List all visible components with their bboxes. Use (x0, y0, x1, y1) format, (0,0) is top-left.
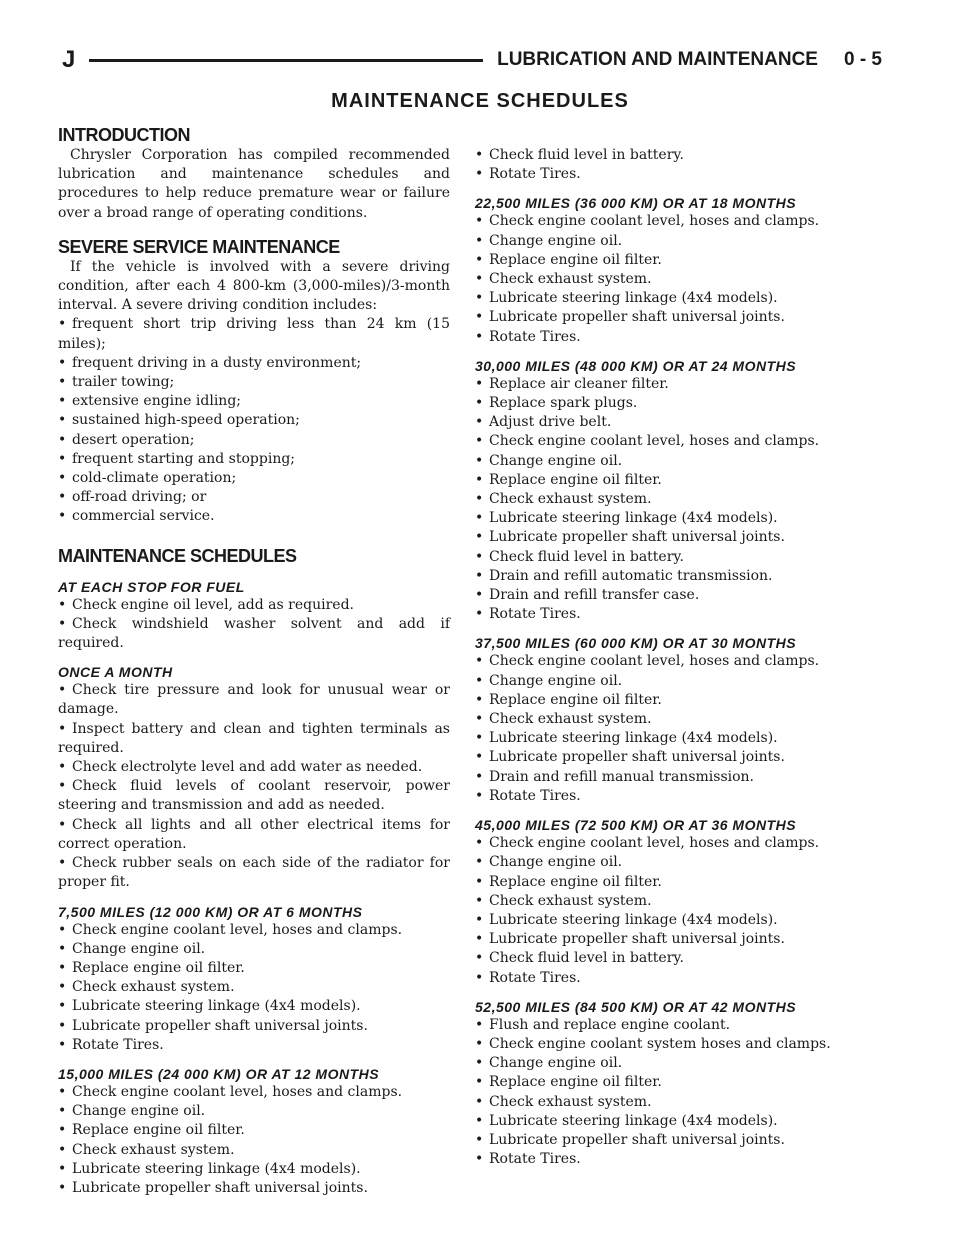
list-item-text: Inspect battery and clean and tighten terminals as required. (58, 720, 450, 756)
header-page-number: 0 - 5 (843, 49, 882, 70)
list-item-text: sustained high-speed operation; (72, 412, 300, 429)
list-item-text: Check engine coolant level, hoses and clamps. (489, 433, 820, 450)
list-item (475, 452, 867, 471)
bullet-icon: • (475, 309, 484, 326)
bullet-icon: • (475, 510, 484, 527)
list-item-text: off-road driving; or (72, 489, 207, 506)
list-item-text: Rotate Tires. (72, 1036, 164, 1053)
bullet-icon: • (475, 1112, 484, 1129)
bullet-icon: • (475, 730, 484, 747)
bullet-icon: • (58, 959, 67, 976)
list-item (475, 787, 867, 806)
schedule-7500-list (58, 921, 450, 1055)
list-item (58, 431, 450, 450)
bullet-icon: • (58, 720, 67, 737)
bullet-icon: • (58, 450, 67, 467)
list-item-text: Lubricate propeller shaft universal joints. (489, 529, 785, 546)
list-item (475, 251, 867, 270)
list-item-text: Change engine oil. (489, 452, 623, 469)
bullet-icon: • (58, 508, 67, 525)
schedule-37500-heading: 37,500 MILES (60 000 KM) OR AT 30 MONTHS (475, 635, 797, 652)
list-item-text: Lubricate propeller shaft universal joints. (72, 1017, 368, 1034)
list-item-text: Change engine oil. (489, 232, 623, 249)
schedule-37500-list (475, 652, 867, 806)
schedule-22500-list (475, 212, 867, 346)
list-item-text: Lubricate propeller shaft universal joints. (489, 309, 785, 326)
list-item (58, 1102, 450, 1121)
list-item-text: Drain and refill automatic transmission. (489, 567, 773, 584)
bullet-icon: • (58, 470, 67, 487)
list-item (58, 777, 450, 815)
header-rule (89, 59, 483, 62)
bullet-icon: • (475, 328, 484, 345)
severe-conditions-list (58, 315, 450, 526)
list-item-text: desert operation; (72, 431, 195, 448)
bullet-icon: • (475, 768, 484, 785)
schedule-fuel-list (58, 596, 450, 654)
intro-paragraph: Chrysler Corporation has compiled recommended lubrication and maintenance schedules and procedures to help reduce premature wear or failure over a broad range of operating conditions. (58, 147, 450, 221)
list-item (475, 911, 867, 930)
list-item (58, 1141, 450, 1160)
bullet-icon: • (475, 414, 484, 431)
list-item (58, 392, 450, 411)
bullet-icon: • (58, 1103, 67, 1120)
bullet-icon: • (475, 1074, 484, 1091)
bullet-icon: • (58, 615, 67, 632)
bullet-icon: • (475, 606, 484, 623)
page-header (62, 44, 882, 76)
list-item (58, 596, 450, 615)
list-item (475, 729, 867, 748)
list-item-text: Lubricate steering linkage (4x4 models). (72, 998, 361, 1015)
bullet-icon: • (475, 587, 484, 604)
list-item-text: Check fluid levels of coolant reservoir, power steering and transmission and add as needed. (58, 778, 450, 814)
list-item-text: Lubricate steering linkage (4x4 models). (72, 1160, 361, 1177)
list-item-text: Change engine oil. (489, 854, 623, 871)
bullet-icon: • (475, 567, 484, 584)
list-item-text: Lubricate steering linkage (4x4 models). (489, 510, 778, 527)
list-item-text: Check tire pressure and look for unusual wear or damage. (58, 682, 450, 718)
list-item (58, 854, 450, 892)
list-item (475, 509, 867, 528)
list-item (58, 959, 450, 978)
list-item (475, 375, 867, 394)
list-item (475, 652, 867, 671)
schedule-45000-heading: 45,000 MILES (72 500 KM) OR AT 36 MONTHS (475, 817, 797, 834)
bullet-icon: • (475, 1093, 484, 1110)
list-item (475, 710, 867, 729)
list-item (58, 469, 450, 488)
list-item-text: Check engine coolant level, hoses and clamps. (489, 653, 820, 670)
bullet-icon: • (475, 452, 484, 469)
list-item-text: commercial service. (72, 508, 215, 525)
bullet-icon: • (58, 816, 67, 833)
list-item-text: Lubricate propeller shaft universal joints. (72, 1179, 368, 1196)
bullet-icon: • (58, 412, 67, 429)
bullet-icon: • (58, 354, 67, 371)
bullet-icon: • (475, 1016, 484, 1033)
bullet-icon: • (58, 998, 67, 1015)
list-item-text: Check electrolyte level and add water as needed. (72, 759, 423, 776)
bullet-icon: • (475, 950, 484, 967)
list-item-text: Check exhaust system. (72, 979, 235, 996)
list-item (58, 681, 450, 719)
list-item (475, 146, 867, 165)
list-item (475, 1093, 867, 1112)
list-item (475, 432, 867, 451)
list-item (475, 490, 867, 509)
bullet-icon: • (58, 489, 67, 506)
bullet-icon: • (475, 873, 484, 890)
list-item-text: cold-climate operation; (72, 470, 237, 487)
list-item-text: Lubricate propeller shaft universal joints. (489, 1131, 785, 1148)
bullet-icon: • (475, 892, 484, 909)
bullet-icon: • (475, 529, 484, 546)
list-item (475, 165, 867, 184)
list-item (475, 328, 867, 347)
list-item (58, 615, 450, 653)
bullet-icon: • (475, 911, 484, 928)
bullet-icon: • (475, 691, 484, 708)
list-item (58, 450, 450, 469)
list-item (58, 921, 450, 940)
list-item-text: Lubricate propeller shaft universal joints. (489, 749, 785, 766)
list-item (475, 949, 867, 968)
list-item (475, 672, 867, 691)
list-item-text: Replace engine oil filter. (489, 471, 662, 488)
list-item-text: Check exhaust system. (72, 1141, 235, 1158)
bullet-icon: • (58, 1017, 67, 1034)
list-item-text: Change engine oil. (72, 1103, 206, 1120)
bullet-icon: • (58, 316, 67, 333)
bullet-icon: • (58, 778, 67, 795)
list-item (475, 1131, 867, 1150)
list-item (475, 270, 867, 289)
bullet-icon: • (58, 759, 67, 776)
list-item (475, 768, 867, 787)
severe-service-heading: SEVERE SERVICE MAINTENANCE (58, 236, 340, 257)
list-item-text: Adjust drive belt. (489, 414, 612, 431)
list-item-text: Drain and refill transfer case. (489, 587, 700, 604)
list-item-text: Check exhaust system. (489, 1093, 652, 1110)
bullet-icon: • (58, 1160, 67, 1177)
schedule-22500-heading: 22,500 MILES (36 000 KM) OR AT 18 MONTHS (475, 195, 797, 212)
list-item-text: Check exhaust system. (489, 711, 652, 728)
schedule-52500-heading: 52,500 MILES (84 500 KM) OR AT 42 MONTHS (475, 998, 797, 1015)
list-item-text: Flush and replace engine coolant. (489, 1016, 731, 1033)
intro-heading: INTRODUCTION (58, 125, 190, 145)
list-item (475, 586, 867, 605)
list-item-text: frequent short trip driving less than 24 km (15 miles); (58, 316, 450, 352)
severe-service-paragraph: If the vehicle is involved with a severe driving condition, after each 4 800-km (3,000-miles)/3-month interval. A severe driving condition includes: (58, 258, 450, 314)
list-item-text: Rotate Tires. (489, 787, 581, 804)
list-item (475, 548, 867, 567)
list-item (475, 232, 867, 251)
list-item (58, 758, 450, 777)
list-item (475, 1150, 867, 1169)
list-item (475, 969, 867, 988)
list-item-text: Rotate Tires. (489, 328, 581, 345)
list-item (58, 1036, 450, 1055)
bullet-icon: • (58, 1036, 67, 1053)
list-item-text: Replace engine oil filter. (72, 959, 245, 976)
bullet-icon: • (475, 931, 484, 948)
bullet-icon: • (475, 290, 484, 307)
list-item (475, 394, 867, 413)
bullet-icon: • (58, 1141, 67, 1158)
bullet-icon: • (475, 653, 484, 670)
schedule-month-heading: ONCE A MONTH (58, 664, 173, 681)
list-item (475, 873, 867, 892)
list-item-text: Replace engine oil filter. (489, 1074, 662, 1091)
bullet-icon: • (475, 672, 484, 689)
bullet-icon: • (475, 854, 484, 871)
list-item-text: Check exhaust system. (489, 271, 652, 288)
list-item (475, 892, 867, 911)
bullet-icon: • (475, 548, 484, 565)
bullet-icon: • (58, 855, 67, 872)
list-item (475, 691, 867, 710)
list-item-text: extensive engine idling; (72, 393, 241, 410)
list-item-text: Check engine coolant level, hoses and clamps. (489, 835, 820, 852)
list-item-text: Replace engine oil filter. (489, 251, 662, 268)
list-item (475, 528, 867, 547)
schedule-month-list (58, 681, 450, 892)
bullet-icon: • (58, 979, 67, 996)
list-item-text: Check engine coolant level, hoses and clamps. (489, 213, 820, 230)
schedule-15000-heading: 15,000 MILES (24 000 KM) OR AT 12 MONTHS (58, 1065, 380, 1082)
bullet-icon: • (475, 491, 484, 508)
bullet-icon: • (475, 711, 484, 728)
list-item-text: frequent starting and stopping; (72, 450, 296, 467)
list-item-text: Replace air cleaner filter. (489, 375, 669, 392)
list-item-text: Change engine oil. (489, 1055, 623, 1072)
list-item (58, 488, 450, 507)
list-item-text: Check exhaust system. (489, 892, 652, 909)
list-item (58, 373, 450, 392)
list-item (58, 978, 450, 997)
list-item-text: Check engine coolant level, hoses and clamps. (72, 1083, 403, 1100)
bullet-icon: • (475, 433, 484, 450)
list-item-text: Replace engine oil filter. (489, 691, 662, 708)
bullet-icon: • (58, 431, 67, 448)
list-item-text: Check windshield washer solvent and add if required. (58, 615, 450, 652)
list-item-text: Check engine coolant level, hoses and clamps. (72, 921, 403, 938)
list-item-text: Lubricate steering linkage (4x4 models). (489, 1112, 778, 1129)
list-item (475, 1035, 867, 1054)
schedule-45000-list (475, 834, 867, 988)
page-title: MAINTENANCE SCHEDULES (331, 90, 629, 112)
list-item (58, 315, 450, 353)
list-item (475, 308, 867, 327)
schedule-fuel-heading: AT EACH STOP FOR FUEL (58, 578, 245, 595)
bullet-icon: • (58, 374, 67, 391)
bullet-icon: • (475, 1131, 484, 1148)
list-item (58, 940, 450, 959)
list-item (475, 605, 867, 624)
schedule-52500-list (475, 1016, 867, 1170)
list-item-text: Check engine oil level, add as required. (72, 596, 354, 613)
list-item (58, 354, 450, 373)
bullet-icon: • (475, 749, 484, 766)
list-item-text: Check fluid level in battery. (489, 548, 684, 565)
bullet-icon: • (475, 787, 484, 804)
list-item (58, 1121, 450, 1140)
list-item-text: Check engine coolant system hoses and clamps. (489, 1035, 831, 1052)
list-item-text: Rotate Tires. (489, 1151, 581, 1168)
left-column (58, 124, 450, 1198)
list-item (475, 853, 867, 872)
list-item (475, 289, 867, 308)
bullet-icon: • (475, 471, 484, 488)
list-item (475, 1054, 867, 1073)
list-item (475, 212, 867, 231)
bullet-icon: • (58, 1122, 67, 1139)
list-item-text: Replace spark plugs. (489, 395, 638, 412)
list-item (58, 1017, 450, 1036)
bullet-icon: • (475, 271, 484, 288)
list-item-text: frequent driving in a dusty environment; (72, 354, 362, 371)
list-item-text: Change engine oil. (489, 672, 623, 689)
list-item-text: trailer towing; (72, 374, 175, 391)
list-item (58, 816, 450, 854)
bullet-icon: • (475, 1055, 484, 1072)
list-item (58, 997, 450, 1016)
list-item-text: Rotate Tires. (489, 166, 581, 183)
schedules-heading: MAINTENANCE SCHEDULES (58, 545, 297, 566)
bullet-icon: • (475, 375, 484, 392)
list-item (475, 567, 867, 586)
list-item-text: Lubricate steering linkage (4x4 models). (489, 911, 778, 928)
right-column (475, 146, 867, 1169)
list-item (475, 1073, 867, 1092)
list-item-text: Replace engine oil filter. (489, 873, 662, 890)
list-item (475, 748, 867, 767)
list-item-text: Check fluid level in battery. (489, 147, 684, 163)
list-item-text: Lubricate steering linkage (4x4 models). (489, 290, 778, 307)
schedule-15000-list-continued (475, 146, 867, 184)
list-item (475, 930, 867, 949)
bullet-icon: • (58, 682, 67, 699)
list-item-text: Drain and refill manual transmission. (489, 768, 754, 785)
schedule-15000-list (58, 1083, 450, 1198)
list-item-text: Lubricate propeller shaft universal joints. (489, 931, 785, 948)
list-item (475, 834, 867, 853)
list-item (58, 1083, 450, 1102)
list-item-text: Check all lights and all other electrical items for correct operation. (58, 816, 450, 852)
list-item-text: Check fluid level in battery. (489, 950, 684, 967)
bullet-icon: • (475, 213, 484, 230)
list-item-text: Check exhaust system. (489, 491, 652, 508)
list-item (475, 1112, 867, 1131)
bullet-icon: • (475, 251, 484, 268)
bullet-icon: • (475, 1035, 484, 1052)
bullet-icon: • (58, 940, 67, 957)
list-item (58, 507, 450, 526)
bullet-icon: • (58, 921, 67, 938)
bullet-icon: • (475, 166, 484, 183)
header-letter: J (62, 46, 76, 73)
bullet-icon: • (475, 147, 484, 163)
bullet-icon: • (475, 395, 484, 412)
schedule-30000-heading: 30,000 MILES (48 000 KM) OR AT 24 MONTHS (475, 357, 797, 374)
bullet-icon: • (58, 596, 67, 613)
list-item-text: Check rubber seals on each side of the radiator for proper fit. (58, 855, 450, 891)
bullet-icon: • (475, 835, 484, 852)
bullet-icon: • (58, 1179, 67, 1196)
list-item (58, 720, 450, 758)
schedule-7500-heading: 7,500 MILES (12 000 KM) OR AT 6 MONTHS (58, 903, 363, 920)
list-item (475, 1016, 867, 1035)
bullet-icon: • (58, 1083, 67, 1100)
list-item-text: Replace engine oil filter. (72, 1122, 245, 1139)
schedule-30000-list (475, 375, 867, 625)
list-item-text: Rotate Tires. (489, 969, 581, 986)
bullet-icon: • (475, 1151, 484, 1168)
list-item-text: Lubricate steering linkage (4x4 models). (489, 730, 778, 747)
list-item-text: Rotate Tires. (489, 606, 581, 623)
bullet-icon: • (475, 232, 484, 249)
header-section-title: LUBRICATION AND MAINTENANCE (497, 49, 818, 70)
list-item (58, 411, 450, 430)
bullet-icon: • (58, 393, 67, 410)
list-item (475, 471, 867, 490)
list-item (475, 413, 867, 432)
bullet-icon: • (475, 969, 484, 986)
list-item (58, 1179, 450, 1198)
list-item-text: Change engine oil. (72, 940, 206, 957)
list-item (58, 1160, 450, 1179)
